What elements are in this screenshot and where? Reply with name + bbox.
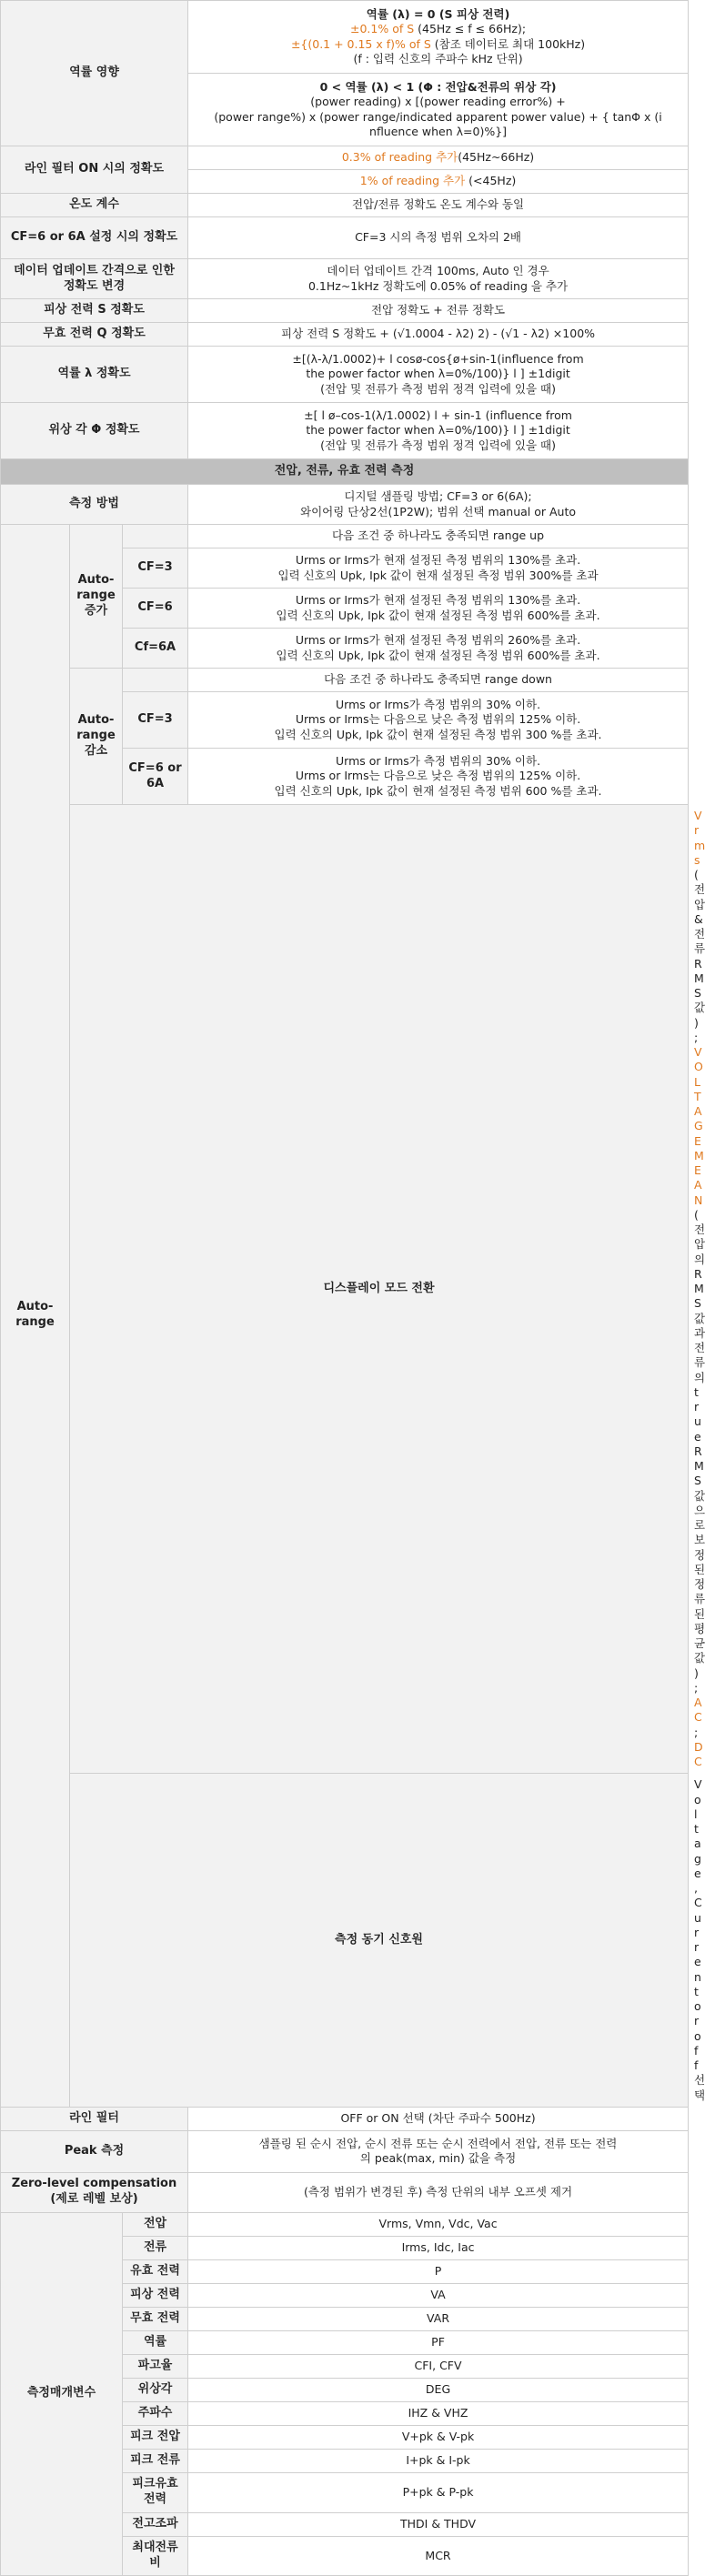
pf-zero-line2 xyxy=(194,22,682,36)
zero-level-line: (측정 범위가 변경된 후) 측정 단위의 내부 오프셋 제거 xyxy=(303,2185,573,2199)
pf-acc-line-2: the power factor when λ=0%/100)} l ] ±1digit xyxy=(306,367,570,381)
pf-zero-line3 xyxy=(194,37,682,52)
section-header: 전압, 전류, 유효 전력 측정 xyxy=(1,459,689,485)
spec-table: 역률 영향 역률 (λ) = 0 (S 피상 전력) ±0.1% of S (45Hz ≤ f ≤ 66Hz); ±{(0.1 + 0.15 x f)% of S (참조 데이터로 최대 100kHz) (f : 입력 신호의 주파수 kHz 단위) 0 < 역률 (λ) < 1 (Φ : 전압&전류의 위상 각) (power reading) x [(power reading error%) + (power range%) x (power range/indicated apparent power value) + { tanΦ x (i nfluence when λ=0)%}] 라인 필터 ON 시의 정확도 0.3% of reading 추가(45Hz~66Hz) 1% of reading 추가 (<45Hz) 온도 계수 전압/전류 정확도 온도 계수와 동일 CF=6 or 6A 설정 시의 정확도 CF=3 시의 측정 범위 오차의 2배 데이터 업데이트 간격으로 인한 정확도 변경 데이터 업데이트 간격 100ms, Auto 인 경우 0.1Hz~1kHz 정확도에 0.05% of reading 을 추가 피상 전력 S 정확도 전압 정확도 + 전류 정확도 무효 전력 Q 정확도 피상 전력 S 정확도 + (√1.0004 - λ2) 2) - (√1 - λ2) ×100% 역률 λ 정확도 ±[(λ-λ/1.0002)+ l cosø-cos{ø+sin-1(influence from the power factor when λ=0%/100)} l ] ±1digit (전압 및 전류가 측정 범위 정격 입력에 있을 때) 위상 각 Φ 정확도 ±[ l ø–cos-1(λ/1.0002) l + sin-1 (influence from the power factor when λ=0%/100)} l ] ±1digit (전압 및 전류가 측정 범위 정격 입력에 있을 때) 전압, 전류, 유효 전력 측정 측정 방법 디지털 샘플링 방법; CF=3 or 6(6A); 와이어링 단상2선(1P2W); 범위 선택 manual or Auto Auto-range Auto-range 증가 다음 조건 중 하나라도 충족되면 range up CF=3 Urms or Irms가 현재 설정된 측정 범위의 130%를 초과. 입력 신호의 Upk, Ipk 값이 현재 설정된 측정 범위 300%를 초과 CF=6 Urms or Irms가 현재 설정된 측정 범위의 130%를 초과. 입력 신호의 Upk, Ipk 값이 현재 설정된 측정 범위 600%를 초과. Cf=6A Urms or Irms가 현재 설정된 측정 범위의 260%를 초과. 입력 신호의 Upk, Ipk 값이 현재 설정된 측정 범위 600%를 초과. Auto-range 감소 다음 조건 중 하나라도 충족되면 range down CF=3 Urms or Irms가 측정 범위의 30% 이하. Urms or Irms는 다음으로 낮은 측정 범위의 125% 이하. 입력 신호의 Upk, Ipk 값이 현재 설정된 측정 범위 300 %를 초과. CF=6 or 6A Urms or Irms가 측정 범위의 30% 이하. Urms or Irms는 다음으로 낮은 측정 범위의 125% 이하. 입력 신호의 Upk, Ipk 값이 현재 설정된 측정 범위 600 %를 초과. 디스플레이 모드 전환 Vrms (전압 & 전류 RMS 값); VOLTAGE MEAN (전압의 RMS 값과 전류의 true RMS 값으로 보정 된 정류 된 평균 값); AC; DC 측정 동기 신호원 Voltage, Current or off 선택 라인 필터 OFF or ON 선택 (차단 주파수 500Hz) Peak 측정 샘플링 된 순시 전압, 순시 전류 또는 순시 전력에서 전압, 전류 또는 전력 의 peak(max, min) 값을 측정 Zero-level compensation (제로 레벨 보상) (측정 범위가 변경된 후) 측정 단위의 내부 오프셋 제거 측정매개변수 전압 Vrms, Vmn, Vdc, Vac 전류 Irms, Idc, Iac 유효 전력 P 피상 전력 VA 무효 전력 VAR 역률 PF 파고율 CFI, CFV 위상각 DEG 주파수 IHZ & VHZ 피크 전압 V+pk & V-pk 피크 전류 I+pk & I-pk 피크유효전력 P+pk & P-pk 전고조파 THDI & THDV 최대전류비 MCR xyxy=(0,0,689,2576)
line-filter-line: OFF or ON 선택 (차단 주파수 500Hz) xyxy=(340,2111,536,2126)
param-value: P xyxy=(188,2259,689,2283)
autorange-label: Auto-range xyxy=(1,525,70,2108)
pf-zero-text-2: (참조 데이터로 최대 100kHz) xyxy=(430,36,586,51)
autorange-up-cf6-line-1: Urms or Irms가 현재 설정된 측정 범위의 130%를 초과. xyxy=(295,593,581,608)
temp-coeff-value xyxy=(188,194,689,217)
pf-partial-title: 0 < 역률 (λ) < 1 (Φ : 전압&전류의 위상 각) xyxy=(319,80,557,94)
param-name: 전압 xyxy=(123,2212,188,2236)
display-mode-vrms-desc: (전압 & 전류 RMS 값); xyxy=(694,868,705,1044)
temp-coeff-label: 온도 계수 xyxy=(1,194,188,217)
temp-coeff-line: 전압/전류 정확도 온도 계수와 동일 xyxy=(351,197,525,212)
autorange-down-cf-value xyxy=(188,749,689,805)
pf-zero-line4: (f : 입력 신호의 주파수 kHz 단위) xyxy=(353,51,523,65)
param-name: 무효 전력 xyxy=(123,2307,188,2330)
param-name: 전고조파 xyxy=(123,2512,188,2536)
display-mode-separator: ; xyxy=(694,1725,699,1739)
peak-measure-line-2: 의 peak(max, min) 값을 측정 xyxy=(359,2151,517,2166)
pf-acc-label: 역률 λ 정확도 xyxy=(1,347,188,403)
line-filter-acc-text-1: (45Hz~66Hz) xyxy=(458,150,535,165)
update-interval-value xyxy=(188,259,689,299)
param-name: 유효 전력 xyxy=(123,2259,188,2283)
param-value: PF xyxy=(188,2330,689,2354)
display-mode-vrms: Vrms xyxy=(694,809,705,867)
autorange-down-cf-value xyxy=(188,692,689,749)
param-value: Irms, Idc, Iac xyxy=(188,2236,689,2259)
peak-measure-value xyxy=(188,2130,689,2172)
autorange-down-cf3-line-3: 입력 신호의 Upk, Ipk 값이 현재 설정된 측정 범위 300 %를 초과. xyxy=(274,727,602,741)
autorange-up-cf-label: CF=3 xyxy=(123,548,188,589)
pf-effect-label: 역률 영향 xyxy=(1,1,188,146)
line-filter-acc-highlight-1: 0.3% of reading 추가 xyxy=(341,150,458,165)
pf-zero-text-1: (45Hz ≤ f ≤ 66Hz); xyxy=(414,22,527,36)
param-name: 피크 전압 xyxy=(123,2425,188,2449)
autorange-up-cf-value xyxy=(188,548,689,589)
pf-effect-zero xyxy=(188,1,689,74)
autorange-up-cf3-line-2: 입력 신호의 Upk, Ipk 값이 현재 설정된 측정 범위 300%를 초과 xyxy=(277,568,599,582)
phase-acc-line-2: the power factor when λ=0%/100)} l ] ±1digit xyxy=(306,423,570,438)
param-value: IHZ & VHZ xyxy=(188,2401,689,2425)
param-value: VA xyxy=(188,2283,689,2307)
method-line-1: 디지털 샘플링 방법; CF=3 or 6(6A); xyxy=(344,489,532,504)
param-name: 역률 xyxy=(123,2330,188,2354)
autorange-up-cf6a-line-1: Urms or Irms가 현재 설정된 측정 범위의 260%를 초과. xyxy=(295,633,581,648)
param-name: 위상각 xyxy=(123,2378,188,2401)
pf-zero-highlight-1: ±0.1% of S xyxy=(349,22,415,36)
zero-level-value xyxy=(188,2172,689,2212)
autorange-down-label: Auto-range 감소 xyxy=(70,669,123,805)
phase-acc-line-1: ±[ l ø–cos-1(λ/1.0002) l + sin-1 (influence from xyxy=(304,408,572,423)
phase-acc-value xyxy=(188,403,689,459)
param-name: 주파수 xyxy=(123,2401,188,2425)
pf-effect-partial xyxy=(188,74,689,146)
pf-acc-value xyxy=(188,347,689,403)
autorange-up-cond-spacer xyxy=(123,525,188,548)
update-interval-label: 데이터 업데이트 간격으로 인한 정확도 변경 xyxy=(1,259,188,299)
pf-zero-highlight-2: ±{(0.1 + 0.15 x f)% of S xyxy=(290,36,431,51)
param-name: 피크유효전력 xyxy=(123,2472,188,2512)
phase-acc-label: 위상 각 Φ 정확도 xyxy=(1,403,188,459)
line-filter-acc-highlight-2: 1% of reading 추가 xyxy=(359,174,466,188)
display-mode-label: 디스플레이 모드 전환 xyxy=(70,805,689,1774)
autorange-down-cf6-line-3: 입력 신호의 Upk, Ipk 값이 현재 설정된 측정 범위 600 %를 초과. xyxy=(274,783,602,798)
pf-acc-line-3: (전압 및 전류가 측정 범위 정격 입력에 있을 때) xyxy=(320,381,556,396)
param-name: 피크 전류 xyxy=(123,2449,188,2472)
method-value xyxy=(188,485,689,525)
autorange-down-cf-label: CF=6 or 6A xyxy=(123,749,188,805)
pf-zero-title: 역률 (λ) = 0 (S 피상 전력) xyxy=(366,7,510,21)
pf-partial-line3: (power range%) x (power range/indicated apparent power value) + { tanΦ x (i xyxy=(214,109,662,124)
autorange-down-cf6-line-1: Urms or Irms가 측정 범위의 30% 이하. xyxy=(336,754,541,769)
cf6-acc-label: CF=6 or 6A 설정 시의 정확도 xyxy=(1,217,188,259)
line-filter-value xyxy=(188,2107,689,2130)
phase-acc-line-3: (전압 및 전류가 측정 범위 정격 입력에 있을 때) xyxy=(320,438,556,452)
param-value: CFI, CFV xyxy=(188,2354,689,2378)
apparent-power-acc-value xyxy=(188,299,689,323)
display-mode-dc: DC xyxy=(694,1739,703,1768)
param-name: 피상 전력 xyxy=(123,2283,188,2307)
autorange-up-cf-value xyxy=(188,589,689,629)
autorange-down-cf-label: CF=3 xyxy=(123,692,188,749)
autorange-up-cf6a-line-2: 입력 신호의 Upk, Ipk 값이 현재 설정된 측정 범위 600%를 초과. xyxy=(276,648,600,662)
sync-source-label: 측정 동기 신호원 xyxy=(70,1774,689,2108)
display-mode-voltage-mean: VOLTAGE MEAN xyxy=(694,1045,704,1207)
autorange-down-cond-spacer xyxy=(123,669,188,692)
pf-acc-line-1: ±[(λ-λ/1.0002)+ l cosø-cos{ø+sin-1(influence from xyxy=(292,352,584,367)
line-filter-acc-row1 xyxy=(188,146,689,170)
autorange-up-cf6-line-2: 입력 신호의 Upk, Ipk 값이 현재 설정된 측정 범위 600%를 초과. xyxy=(276,608,600,622)
autorange-up-label: Auto-range 증가 xyxy=(70,525,123,669)
reactive-power-acc-value xyxy=(188,323,689,347)
line-filter-acc-row2 xyxy=(188,170,689,194)
apparent-power-acc-label: 피상 전력 S 정확도 xyxy=(1,299,188,323)
autorange-up-condition: 다음 조건 중 하나라도 충족되면 range up xyxy=(188,525,689,548)
peak-measure-label: Peak 측정 xyxy=(1,2130,188,2172)
method-line-2: 와이어링 단상2선(1P2W); 범위 선택 manual or Auto xyxy=(300,504,577,518)
pf-partial-line2: (power reading) x [(power reading error%) + xyxy=(310,95,566,109)
display-mode-ac: AC xyxy=(694,1696,702,1725)
peak-measure-line-1: 샘플링 된 순시 전압, 순시 전류 또는 순시 전력에서 전압, 전류 또는 전력 xyxy=(258,2137,618,2150)
param-name: 전류 xyxy=(123,2236,188,2259)
param-value: Vrms, Vmn, Vdc, Vac xyxy=(188,2212,689,2236)
autorange-up-cf-label: CF=6 xyxy=(123,589,188,629)
param-value: VAR xyxy=(188,2307,689,2330)
line-filter-label: 라인 필터 xyxy=(1,2107,188,2130)
autorange-down-cf6-line-2: Urms or Irms는 다음으로 낮은 측정 범위의 125% 이하. xyxy=(295,769,581,783)
method-label: 측정 방법 xyxy=(1,485,188,525)
autorange-down-cf3-line-1: Urms or Irms가 측정 범위의 30% 이하. xyxy=(336,698,541,712)
reactive-power-acc-line: 피상 전력 S 정확도 + (√1.0004 - λ2) 2) - (√1 - λ2) ×100% xyxy=(281,327,596,341)
autorange-up-cf-label: Cf=6A xyxy=(123,629,188,669)
update-interval-line-1: 데이터 업데이트 간격 100ms, Auto 인 경우 xyxy=(327,264,549,278)
cf6-acc-line: CF=3 시의 측정 범위 오차의 2배 xyxy=(355,230,521,245)
cf6-acc-value xyxy=(188,217,689,259)
line-filter-acc-label: 라인 필터 ON 시의 정확도 xyxy=(1,146,188,194)
display-mode-voltage-mean-desc: (전압의 RMS 값과 전류의 true RMS 값으로 보정 된 정류 된 평균 값); xyxy=(694,1207,705,1695)
autorange-up-cf-value xyxy=(188,629,689,669)
param-value: P+pk & P-pk xyxy=(188,2472,689,2512)
autorange-down-condition: 다음 조건 중 하나라도 충족되면 range down xyxy=(188,669,689,692)
param-name: 파고율 xyxy=(123,2354,188,2378)
param-value: I+pk & I-pk xyxy=(188,2449,689,2472)
param-value: THDI & THDV xyxy=(188,2512,689,2536)
zero-level-label: Zero-level compensation (제로 레벨 보상) xyxy=(1,2172,188,2212)
autorange-up-cf3-line-1: Urms or Irms가 현재 설정된 측정 범위의 130%를 초과. xyxy=(295,553,581,568)
reactive-power-acc-label: 무효 전력 Q 정확도 xyxy=(1,323,188,347)
line-filter-acc-text-2: (<45Hz) xyxy=(465,174,517,188)
param-value: DEG xyxy=(188,2378,689,2401)
apparent-power-acc-line: 전압 정확도 + 전류 정확도 xyxy=(370,303,506,317)
params-label: 측정매개변수 xyxy=(1,2212,123,2575)
autorange-down-cf3-line-2: Urms or Irms는 다음으로 낮은 측정 범위의 125% 이하. xyxy=(295,712,581,727)
pf-partial-line4: nfluence when λ=0)%}] xyxy=(369,124,508,138)
param-value: MCR xyxy=(188,2536,689,2575)
param-name: 최대전류비 xyxy=(123,2536,188,2575)
update-interval-line-2: 0.1Hz~1kHz 정확도에 0.05% of reading 을 추가 xyxy=(307,278,569,293)
param-value: V+pk & V-pk xyxy=(188,2425,689,2449)
